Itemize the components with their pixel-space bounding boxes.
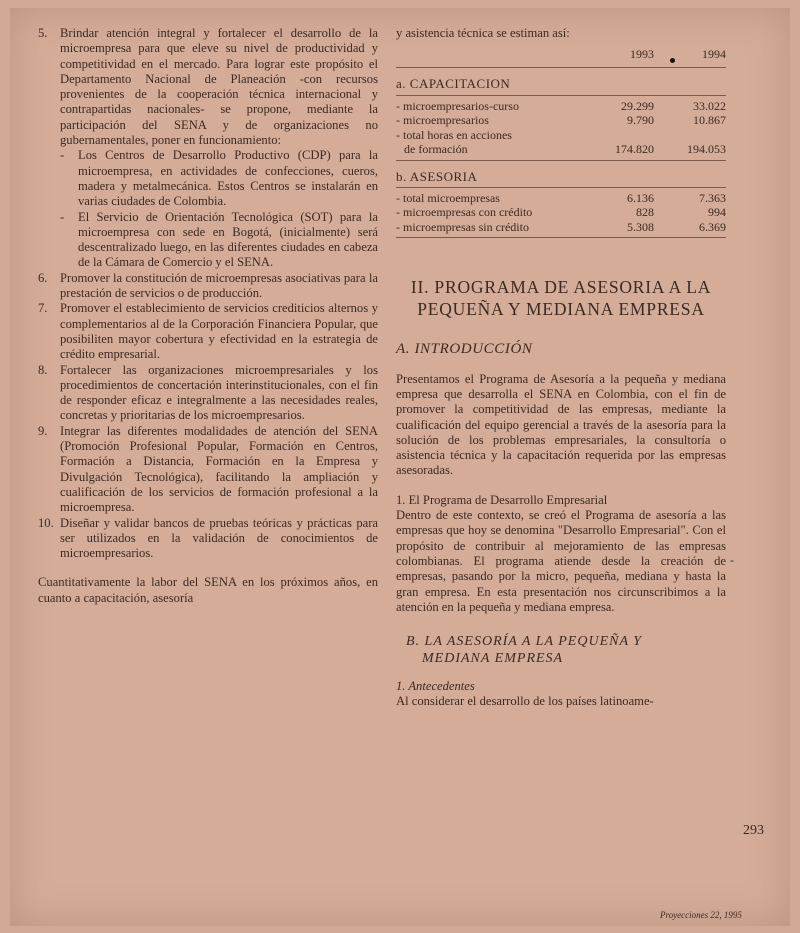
list-item [38, 516, 378, 562]
stats-table [396, 47, 726, 238]
row-value: 33.022 [693, 98, 726, 113]
list-item [38, 26, 378, 148]
sub-item: - El Servicio de Orientación Tecnológica (SOT) para la microempresa con sede en Bogotá, (inicialmente) será descentralizado luego, en las diferentes ciudades en cabeza de la Cámara de Comercio y el SENA. [60, 209, 378, 270]
sub-item-text: Los Centros de Desarrollo Productivo (CDP) para la microempresa, en actividades de confecciones, cueros, madera y metalmecánica. Estos Centros se instalarán en varias ciudades de Colombia. [78, 148, 378, 209]
table-row [396, 113, 726, 128]
page-number: 293 [743, 823, 764, 838]
table-section-heading: b. ASESORIA [396, 169, 726, 188]
right-column [396, 26, 726, 710]
table-section-heading: a. CAPACITACION [396, 76, 726, 95]
document-page: 5. Brindar atención integral y fortalecer el desarrollo de la microempresa para que eleve su nivel de productividad y competitividad en el mercado. Para lograr este propósito el Departamento Nacional de Planeación -con recursos provenientes de la cooperación técnica internacional y contrapartidas nacionales- se propone, mediante la participación del SENA y de organizaciones no gubernamentales, poner en funcionamiento: - Los Centros de Desarrollo Productivo (CDP) para la microempresa, en actividades de confecciones, cueros, madera y metalmecánica. Estos Centros se instalarán en varias ciudades de Colombia. - El Servicio de Orientación Tecnológica (SOT) para la microempresa con sede en Bogotá, (inicialmente) será descentralizado luego, en las diferentes ciudades en cabeza de la Cámara de Comercio y el SENA. 6. Promover la constitución de microempresas asociativas para la prestación de servicios o de producción. 7. Promover el establecimiento de servicios crediticios alternos y complementarios al de la Corporación Financiera Popular, que posibiliten mayor cobertura y efectividad en la estrategia de crédito empresarial. 8. Fortalecer las organizaciones microempresariales y los procedimientos de concertación interinstitucionales, con el fin de responder eficaz e integralmente a las necesidades reales, concretas y prioritarias de los microempresarios. 9. Integrar las diferentes modalidades de atención del SENA (Promoción Profesional Popular, Formación en Centros, Formación a Distancia, Formación en la Empresa y Divulgación Tecnológica), facilitando la ampliación y cualificación de los servicios de formación profesional a la microempresa. 10. Diseñar y validar bancos de pruebas teóricas y prácticas para ser utilizados en la validación de conocimientos de microempresarios. Cuantitativamente la labor del SENA en los próximos años, en cuanto a capacitación, asesoría y asistencia técnica se estiman así: 1993 1994 a. CAPACITACION - microempresarios-curso 29.299 33.022 - microempresarios 9.790 10.867 - total horas en acciones de formación 174.820 194.053 b. ASESORIA - total microempresas 6.136 7.363 - microempresas con crédito 828 994 - microempresas sin crédito 5.308 6.369 II. PROGRAMA DE ASESORIA A LA PEQUEÑA Y MEDIANA EMPRESA A. INTRODUCCIÓN Presentamos el Programa de Asesoría a la pequeña y mediana empresa que desarrolla el SENA en Colombia, con el fin de promover la competitividad de las empresas, mediante la cualificación del equipo gerencial a través de la asesoría para la solución de los problemas empresariales, la consultoría o asistencia técnica y la capacitación requerida por las empresas asesoradas. 1. El Programa de Desarrollo Empresarial Dentro de este contexto, se creó el Programa de asesoría a las empresas que hoy se denomina "Desarrollo Empresarial". Con el propósito de contribuir al mejoramiento de las empresas colombianas. El programa atiende desde la creación de empresas, pasando por la micro, pequeña, mediana y hasta la gran empresa. En esta presentación nos circunscribimos a la atención en la pequeña y mediana empresa. B. LA ASESORÍA A LA PEQUEÑA Y MEDIANA EMPRESA 1. Antecedentes Al considerar el desarrollo de los países latinoame- - 293 Proyecciones 22, 1995 [10, 8, 790, 926]
row-label: - microempresarios-curso [396, 98, 519, 113]
row-value: 174.820 [615, 142, 654, 157]
row-value: 6.369 [699, 219, 726, 234]
b-heading [396, 633, 726, 667]
item-text: Brindar atención integral y fortalecer el desarrollo de la microempresa para que eleve su nivel de productividad y competitividad en el mercado. Para lograr este propósito el Departamento Nacional de Planeación -con recursos provenientes de la cooperación técnica internacional y contrapartidas nacionales- se propone, mediante la participación del SENA y de organizaciones no gubernamentales, poner en funcionamiento: [60, 26, 378, 148]
row-value: 5.308 [627, 219, 654, 234]
item-number: 10. [38, 515, 54, 530]
item-number: 5. [38, 26, 48, 40]
row-label: - microempresarios [396, 113, 489, 128]
table-row [396, 142, 726, 157]
row-value: 9.790 [627, 113, 654, 128]
table-intro: y asistencia técnica se estiman así: [396, 26, 570, 40]
row-value: 194.053 [687, 142, 726, 157]
footer-citation: Proyecciones 22, 1995 [660, 910, 742, 920]
list-item [38, 301, 378, 362]
item-number: 9. [38, 423, 48, 438]
table-row [396, 191, 726, 206]
row-value: 10.867 [693, 113, 726, 128]
intro-heading: A. INTRODUCCIÓN [396, 341, 533, 358]
antecedentes-heading: 1. Antecedentes [396, 679, 475, 694]
intro-paragraph: Presentamos el Programa de Asesoría a la pequeña y mediana empresa que desarrolla el SENA en Colombia, con el fin de promover la competitividad de las empresas, mediante la cualificación del equipo gerencial a través de la asesoría para la solución de los problemas empresariales, la consultoría o asistencia técnica y la capacitación requerida por las empresas asesoradas. [396, 371, 726, 478]
row-label: - total horas en acciones [396, 127, 512, 142]
table-row [396, 99, 726, 114]
item-text: Integrar las diferentes modalidades de atención del SENA (Promoción Profesional Popular, Formación en Centros, Formación a Distancia, Formación en la Empresa y Divulgación Tecnológica), facilitando la ampliación y cualificación de los servicios de formación profesional a la microempresa. [60, 423, 378, 515]
table-row [396, 220, 726, 235]
last-line: Al considerar el desarrollo de los países latinoame- [396, 694, 654, 709]
row-value: 7.363 [699, 190, 726, 205]
b-heading-line: MEDIANA EMPRESA [422, 651, 564, 667]
list-item [38, 424, 378, 516]
sub-item: - Los Centros de Desarrollo Productivo (CDP) para la microempresa, en actividades de confecciones, cueros, madera y metalmecánica. Estos Centros se instalarán en varias ciudades de Colombia. [60, 148, 378, 209]
b-heading-line: B. LA ASESORÍA A LA PEQUEÑA Y [406, 634, 643, 650]
row-label: - total microempresas [396, 190, 500, 205]
row-label: de formación [404, 142, 468, 157]
sub-item-text: El Servicio de Orientación Tecnológica (SOT) para la microempresa con sede en Bogotá, (inicialmente) será descentralizado luego, en las diferentes ciudades en cabeza de la Cámara de Comercio y el SENA. [78, 209, 378, 270]
left-column [38, 26, 378, 606]
item-text: Diseñar y validar bancos de pruebas teóricas y prácticas para ser utilizados en la validación de conocimientos de microempresarios. [60, 515, 378, 561]
item-number: 7. [38, 301, 48, 316]
table-header [396, 47, 726, 68]
row-value [582, 128, 654, 143]
year-header: 1993 [630, 47, 654, 62]
row-value: 6.136 [627, 190, 654, 205]
row-value: 29.299 [621, 98, 654, 113]
row-value: 994 [708, 205, 726, 220]
item-text: Promover la constitución de microempresas asociativas para la prestación de servicios o de producción. [60, 270, 378, 301]
item-number: 6. [38, 270, 48, 285]
program-paragraph: Dentro de este contexto, se creó el Programa de asesoría a las empresas que hoy se denomina "Desarrollo Empresarial". Con el propósito de contribuir al mejoramiento de las empresas colombianas. El programa atiende desde la creación de empresas, pasando por la micro, pequeña, mediana y hasta la gran empresa. En esta presentación nos circunscribimos a la atención en la pequeña y mediana empresa. [396, 508, 726, 614]
item-number: 8. [38, 362, 48, 377]
row-value [654, 128, 726, 143]
list-item [38, 271, 378, 302]
year-header: 1994 [702, 47, 726, 62]
item-text: Promover el establecimiento de servicios crediticios alternos y complementarios al de la Corporación Financiera Popular, que posibiliten mayor cobertura y efectividad en la estrategia de crédito empresarial. [60, 301, 378, 362]
row-label: - microempresas sin crédito [396, 219, 529, 234]
list-item [38, 363, 378, 424]
program-heading: 1. El Programa de Desarrollo Empresarial [396, 492, 608, 507]
section-title-line: II. PROGRAMA DE ASESORIA A LA [410, 277, 712, 298]
item-text: Fortalecer las organizaciones microempresariales y los procedimientos de concertación interinstitucionales, con el fin de responder eficaz e integralmente a las necesidades reales, concretas y prioritarias de los microempresarios. [60, 362, 378, 423]
closing-paragraph: Cuantitativamente la labor del SENA en los próximos años, en cuanto a capacitación, asesoría [38, 575, 378, 605]
ink-dot [670, 58, 675, 63]
row-value: 828 [636, 205, 654, 220]
row-label: - microempresas con crédito [396, 205, 533, 220]
table-row [396, 128, 726, 143]
section-title [396, 276, 726, 320]
table-row [396, 205, 726, 220]
section-title-line: PEQUEÑA Y MEDIANA EMPRESA [417, 299, 705, 320]
